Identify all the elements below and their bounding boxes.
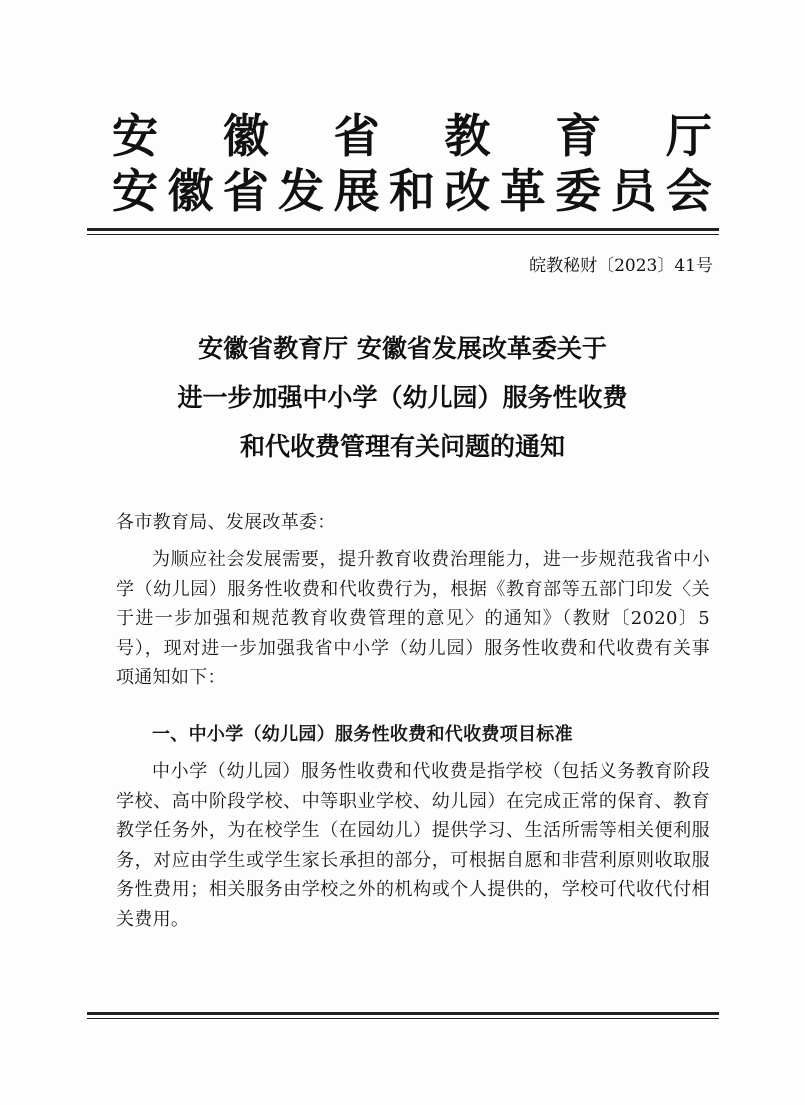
org-char: 教 [444, 109, 491, 163]
salutation: 各市教育局、发展改革委： [116, 512, 336, 533]
issuing-org-line-2 [112, 166, 712, 216]
footer-rule-thick [87, 1012, 719, 1015]
org-char: 委 [555, 164, 602, 218]
org-char: 革 [499, 164, 546, 218]
org-char: 安 [112, 109, 158, 163]
header-rule-thick [87, 228, 719, 231]
doc-title-line-1: 安徽省教育厅 安徽省发展改革委关于 [198, 334, 607, 363]
intro-paragraph: 为顺应社会发展需要，提升教育收费治理能力，进一步规范我省中小学（幼儿园）服务性收费和代收费行为，根据《教育部等五部门印发〈关于进一步加强和规范教育收费管理的意见〉的通知》（教财〔2020〕5号），现对进一步加强我省中小学（幼儿园）服务性收费和代收费有关事项通知如下： [116, 549, 710, 688]
section-1-paragraph: 中小学（幼儿园）服务性收费和代收费是指学校（包括义务教育阶段学校、高中阶段学校、中等职业学校、幼儿园）在完成正常的保育、教育教学任务外，为在校学生（在园幼儿）提供学习、生活所需等相关便利服务，对应由学生或学生家长承担的部分，可根据自愿和非营利原则收取服务性费用；相关服务由学校之外的机构或个人提供的，学校可代收代付相关费用。 [116, 761, 710, 930]
section-1-heading: 一、中小学（幼儿园）服务性收费和代收费项目标准 [152, 724, 573, 745]
org-char: 省 [222, 164, 269, 218]
document-number: 皖教秘财〔2023〕41号 [529, 256, 713, 276]
org-char: 发 [278, 164, 325, 218]
doc-title-line-2: 进一步加强中小学（幼儿园）服务性收费 [177, 383, 628, 412]
issuing-org-line-1 [112, 111, 712, 161]
org-char: 展 [333, 164, 380, 218]
org-char: 徽 [222, 109, 269, 163]
doc-title-line-3: 和代收费管理有关问题的通知 [239, 432, 565, 461]
org-char: 改 [444, 164, 491, 218]
org-char: 安 [112, 164, 158, 218]
footer-rule-thin [87, 1018, 719, 1019]
org-char: 厅 [665, 109, 712, 163]
org-char: 省 [333, 109, 380, 163]
header-rule-thin [87, 234, 719, 235]
org-char: 会 [665, 164, 712, 218]
org-char: 育 [555, 109, 602, 163]
org-char: 员 [610, 164, 657, 218]
org-char: 和 [388, 164, 435, 218]
org-char: 徽 [167, 164, 214, 218]
